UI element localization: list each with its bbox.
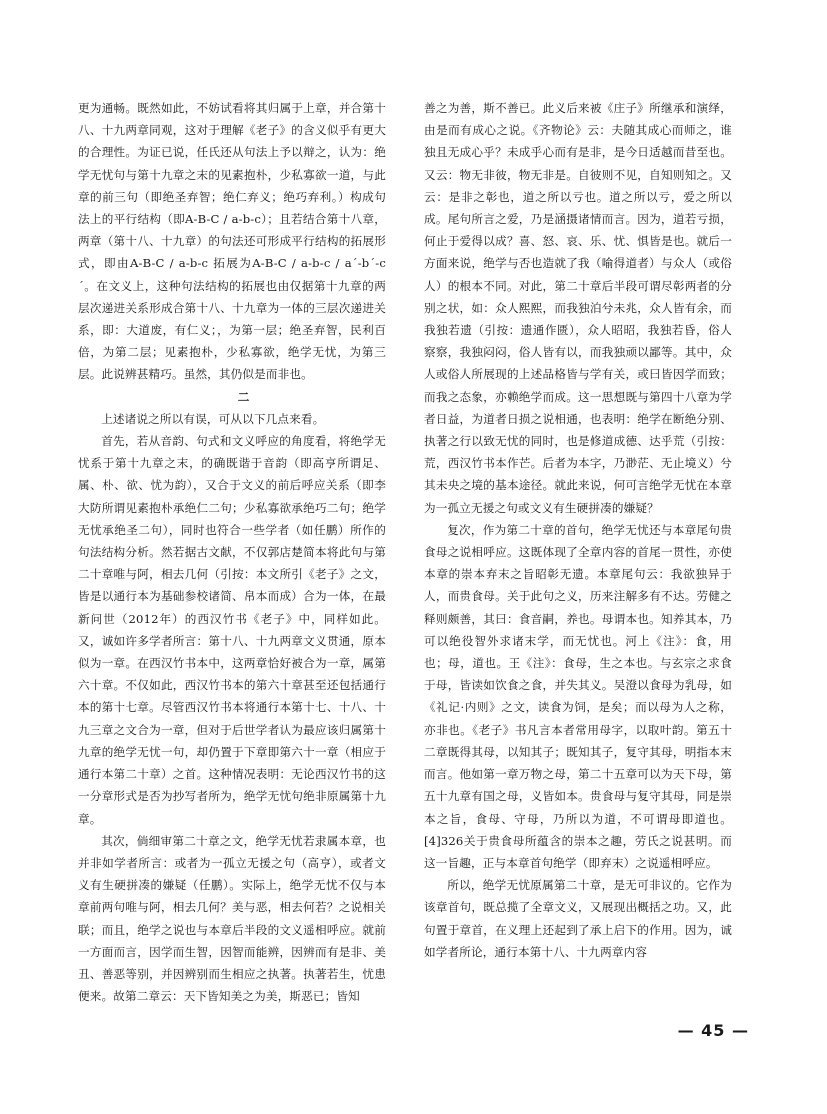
right-column: [424, 97, 732, 963]
section-heading: 二: [237, 389, 250, 404]
paragraph: 其次，倘细审第二十章之文，绝学无忧若隶属本章，也并非如学者所言：或者为一孤立无援之句（高亨），或者文义有生硬拼凑的嫌疑（任鹏）。实际上，绝学无忧不仅与本章前两句唯与阿，相去几何？美与恶，相去何若？之说相关联；而且，绝学之说也与本章后半段的文义遥相呼应。就前一方面而言，因学而生智，因智而能辨，因辨而有是非、美丑、善恶等别，并因辨别而生相应之执著。执著若生，忧患便来。故第二章云：天下皆知美之为美，斯恶已；皆知: [78, 833, 386, 1004]
left-column: [78, 97, 386, 1007]
paragraph: 善之为善，斯不善已。此义后来被《庄子》所继承和演绎，由是而有成心之说。《齐物论》云：夫随其成心而师之，谁独且无成心乎？未成乎心而有是非，是今日适越而昔至也。又云：物无非彼，物无非是。自彼则不见，自知则知之。又云：是非之彰也，道之所以亏也。道之所以亏，爱之所以成。尾句所言之爱，乃是涵摄诸情而言。因为，道若亏损，何止于爱得以成？喜、怒、哀、乐、忧、惧皆是也。就后一方面来说，绝学与否也造就了我（喻得道者）与众人（或俗人）的根本不同。对此，第二十章后半段可谓尽彰两者的分别之状，如：众人熙熙，而我独泊兮未兆，众人皆有余，而我独若遗（引按：遗通作匮），众人昭昭，我独若昏，俗人察察，我独闷闷，俗人皆有以，而我独顽以鄙等。其中，众人或俗人所展现的上述品格皆与学有关，或曰皆因学而致；而我之态象，亦赖绝学而成。这一思想既与第四十八章为学者日益，为道者日损之说相通，也表明：绝学在断绝分别、执著之行以致无忧的同时，也是修道成德、达乎荒（引按：荒，西汉竹书本作芒。后者为本字，乃渺茫、无止境义）兮其未央之境的基本途径。就此来说，何可言绝学无忧在本章为一孤立无援之句或文义有生硬拼凑的嫌疑？: [424, 101, 732, 515]
paragraph: 更为通畅。既然如此，不妨试看将其归属于上章，并合第十八、十九两章同观，这对于理解《老子》的含义似乎有更大的合理性。为证已说，任氏还从句法上予以辩之，认为：绝学无忧句与第十九章之末的见素抱朴，少私寡欲一道，与此章的前三句（即绝圣弃智；绝仁弃义；绝巧弃利。）构成句法上的平行结构（即A-B-C / a-b-c）；且若结合第十八章，两章（第十八、十九章）的句法还可形成平行结构的拓展形式，即由A-B-C / a-b-c 拓展为A-B-C / a-b-c / a´-b´-c´。在文义上，这种句法结构的拓展也由仅据第十九章的两层次递进关系形成合第十八、十九章为一体的三层次递进关系，即：大道废，有仁义；，为第一层；绝圣弃智，民利百倍，为第二层；见素抱朴，少私寡欲，绝学无忧，为第三层。此说辨甚精巧。虽然，其仍似是而非也。: [78, 101, 386, 382]
paragraph: 首先，若从音韵、句式和文义呼应的角度看，将绝学无忧系于第十九章之末，的确既谐于音韵（即高亨所谓足、属、朴、欲、忧为韵），又合于文义的前后呼应关系（即李大防所谓见素抱朴承绝仁二句；少私寡欲承绝巧二句；绝学无忧承绝圣二句），同时也符合一些学者（如任鹏）所作的句法结构分析。然若据古文献，不仅郭店楚简本将此句与第二十章唯与阿，相去几何（引按：本文所引《老子》之文，皆是以通行本为基础参校诸简、帛本而成）合为一体，在最新问世（2012年）的西汉竹书《老子》中，同样如此。又，诚如许多学者所言：第十八、十九两章文义贯通，原本似为一章。在西汉竹书本中，这两章恰好被合为一章，属第六十章。不仅如此，西汉竹书本的第六十章甚至还包括通行本的第十七章。尽管西汉竹书本将通行本第十七、十八、十九三章之文合为一章，但对于后世学者认为最应该归属第十九章的绝学无忧一句，却仍置于下章即第六十一章（相应于通行本第二十章）之首。这种情况表明：无论西汉竹书的这一分章形式是否为抄写者所为，绝学无忧句绝非原属第十九章。: [78, 434, 386, 826]
paragraph: 所以，绝学无忧原属第二十章，是无可非议的。它作为该章首句，既总揽了全章文义，又展现出概括之功。又，此句置于章首，在义理上还起到了承上启下的作用。因为，诚如学者所论，通行本第十八、十九两章内容: [424, 878, 732, 959]
paragraph: 上述诸说之所以有误，可从以下几点来看。: [101, 411, 325, 426]
page-number: — 45 —: [677, 1021, 749, 1040]
paragraph: 复次，作为第二十章的首句，绝学无忧还与本章尾句贵食母之说相呼应。这既体现了全章内容的首尾一贯性，亦使本章的崇本弃末之旨昭彰无遗。本章尾句云：我欲独异于人，而贵食母。关于此句之义，历来注解多有不达。劳健之释则颇善，其曰：食音嗣，养也。母谓本也。知养其本，乃可以绝役智外求诸末学，而无忧也。河上《注》：食，用也；母，道也。王《注》：食母，生之本也。与玄宗之求食于母，皆读如饮食之食，并失其义。吴澄以食母为乳母，如《礼记·内则》之文，读食为饲，是矣；而以母为人之称，亦非也。《老子》书凡言本者常用母字，以取叶韵。第五十二章既得其母，以知其子；既知其子，复守其母，明指本末而言。他如第一章万物之母，第二十五章可以为天下母，第五十九章有国之母，义皆如本。贵食母与复守其母，同是崇本之旨，食母、守母，乃所以为道，不可谓母即道也。[4]326关于贵食母所蕴含的崇本之趣，劳氏之说甚明。而这一旨趣，正与本章首句绝学（即弃末）之说遥相呼应。: [424, 522, 732, 870]
